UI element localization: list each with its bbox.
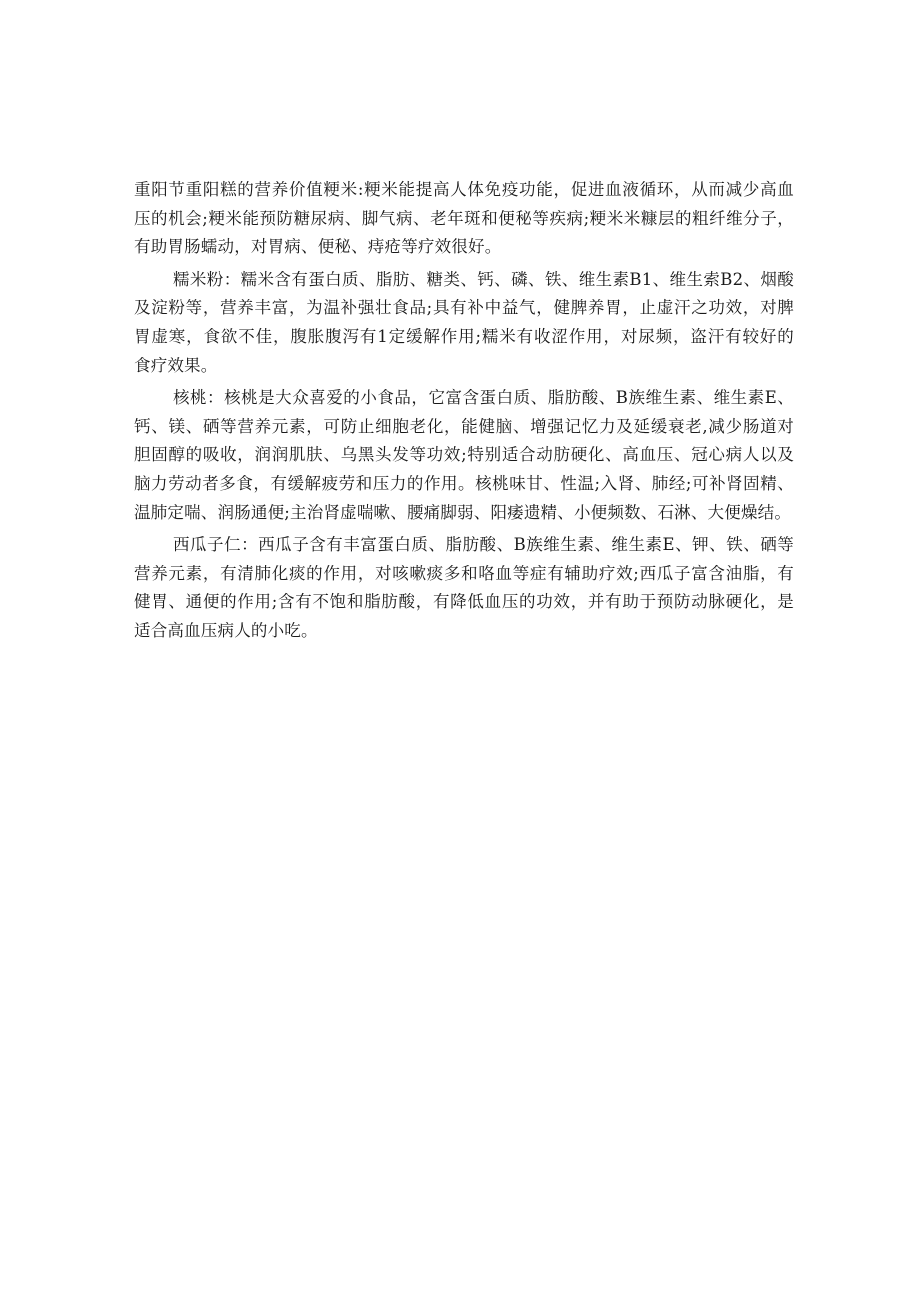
text-line: 食疗效果。 bbox=[134, 355, 218, 375]
text-line: 西瓜子仁：西瓜子含有丰富蛋白质、脂肪酸、B族维生素、维生素E、钾、铁、硒等 bbox=[173, 535, 794, 555]
text-line: 健胃、通便的作用;含有不饱和脂肪酸，有降低血压的功效，并有助于预防动脉硬化，是 bbox=[134, 592, 794, 612]
paragraph-geng-mi bbox=[134, 176, 794, 262]
text-line: 胃虚寒，食欲不佳，腹胀腹泻有1定缓解作用;糯米有收涩作用，对尿频，盗汗有较好的 bbox=[134, 326, 794, 346]
text-line: 压的机会;粳米能预防糖尿病、脚气病、老年斑和便秘等疾病;粳米米糠层的粗纤维分子， bbox=[134, 208, 794, 228]
text-line: 胆固醇的吸收，润润肌肤、乌黑头发等功效;特别适合动肪硬化、高血压、冠心病人以及 bbox=[134, 445, 794, 465]
text-line: 营养元素，有清肺化痰的作用，对咳嗽痰多和咯血等症有辅助疗效;西瓜子富含油脂，有 bbox=[134, 563, 794, 583]
text-line: 糯米粉：糯米含有蛋白质、脂肪、糖类、钙、磷、铁、维生素B1、维生索B2、烟酸 bbox=[173, 269, 794, 289]
paragraph-nuo-mi-fen bbox=[134, 266, 794, 380]
text-line: 重阳节重阳糕的营养价值粳米:粳米能提高人体免疫功能，促进血液循环，从而减少高血 bbox=[134, 180, 794, 199]
text-line: 钙、镁、硒等营养元素，可防止细胞老化，能健脑、增强记忆力及延缓衰老,减少肠道对 bbox=[134, 416, 794, 436]
document-body bbox=[134, 176, 794, 650]
text-line: 有助胃肠蠕动，对胃病、便秘、痔疮等疗效很好。 bbox=[134, 237, 502, 257]
text-line: 脑力劳动者多食，有缓解疲劳和压力的作用。核桃味甘、性温;入肾、肺经;可补肾固精、 bbox=[134, 473, 794, 493]
text-line: 及淀粉等，营养丰富，为温补强壮食品;具有补中益气，健脾养胃，止虚汗之功效，对脾 bbox=[134, 298, 794, 318]
text-line: 温肺定喘、润肠通便;主治肾虚喘嗽、腰痛脚弱、阳痿遗精、小便频数、石淋、大便燥结。 bbox=[134, 502, 792, 522]
paragraph-he-tao bbox=[134, 384, 794, 527]
text-line: 适合高血压病人的小吃。 bbox=[134, 620, 318, 640]
text-line: 核桃：核桃是大众喜爱的小食品，它富含蛋白质、脂肪酸、B族维生素、维生素E、 bbox=[173, 388, 794, 408]
paragraph-xi-gua-zi-ren bbox=[134, 531, 794, 645]
